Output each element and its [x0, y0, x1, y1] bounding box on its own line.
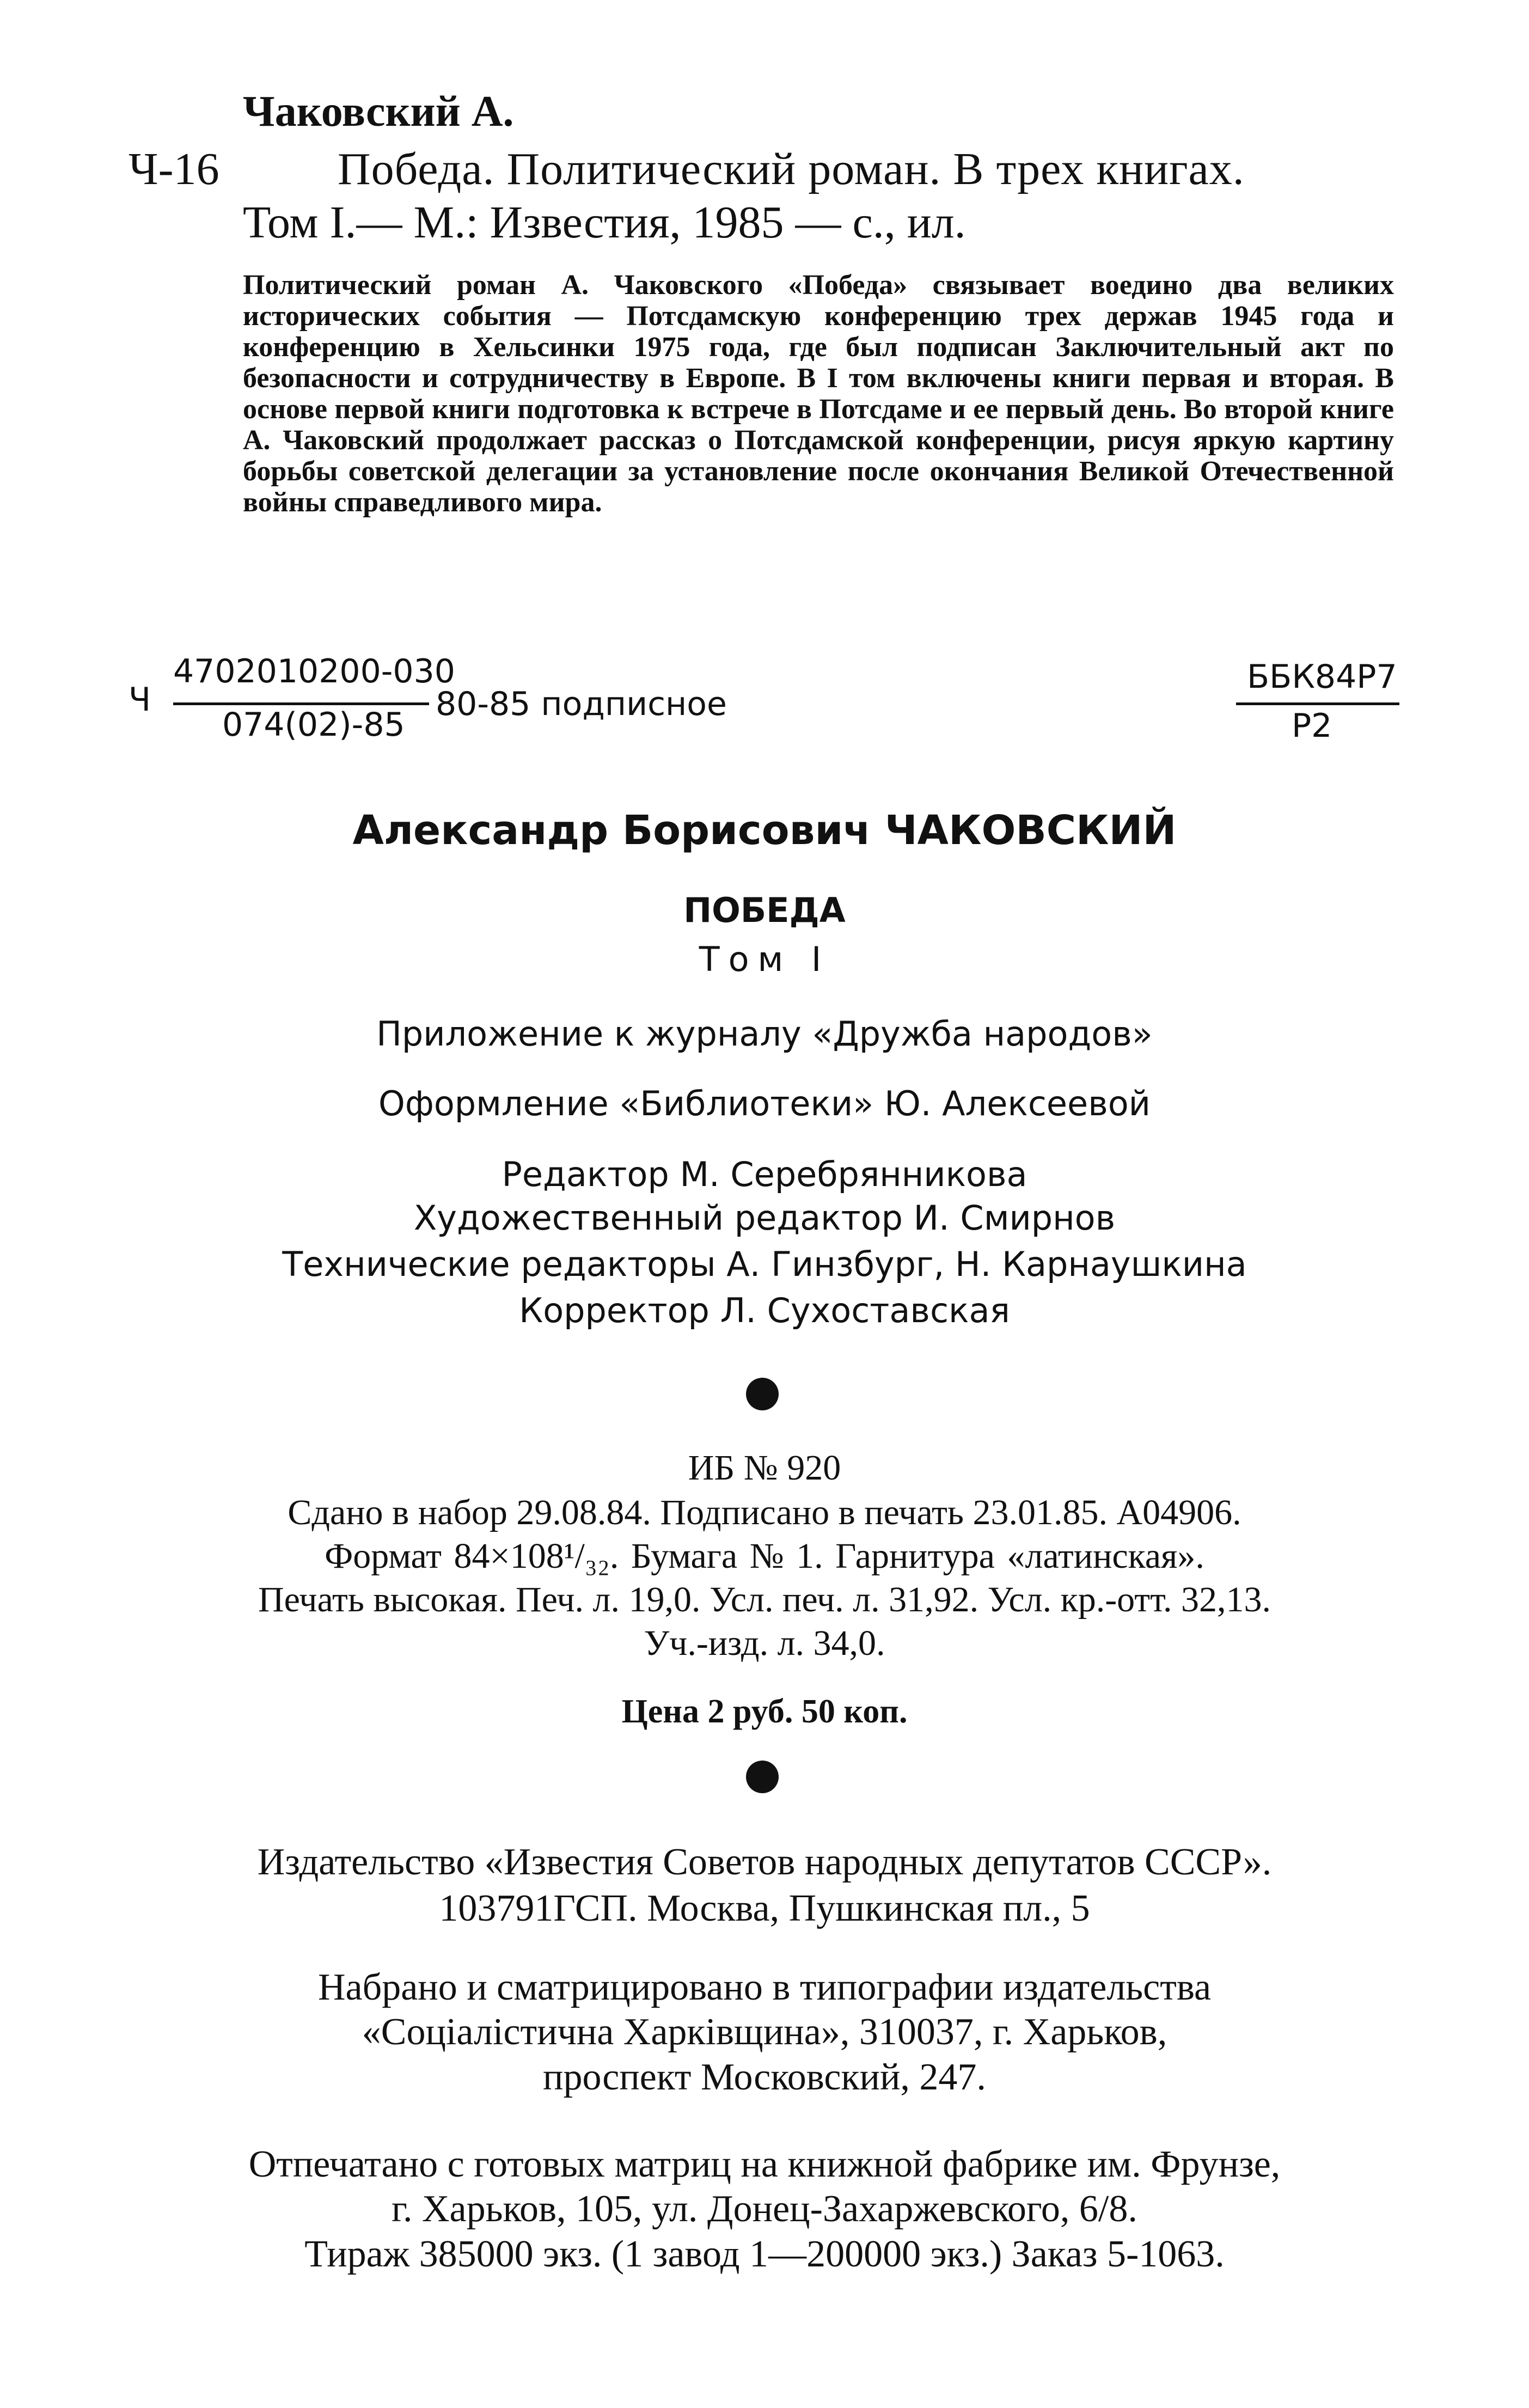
printing-run-line: Тираж 385000 экз. (1 завод 1—200000 экз.) Заказ 5-1063. — [304, 2233, 1225, 2275]
full-author-name: Александр Борисович ЧАКОВСКИЙ — [352, 807, 1177, 854]
volume-label: Том I — [699, 939, 830, 979]
typesetting-line: проспект Московский, 247. — [543, 2056, 986, 2098]
bbk-code-top: ББК84Р7 — [1247, 658, 1397, 696]
catalog-title: Победа. Политический роман. В трех книгах. — [338, 144, 1245, 194]
catalog-author: Чаковский А. — [243, 88, 514, 136]
typesetting-line: Набрано и сматрицировано в типографии издательства — [317, 1966, 1212, 2008]
separator-dot-icon — [746, 1761, 779, 1793]
classification-fraction-rule — [173, 702, 429, 705]
catalog-class-code: Ч-16 — [129, 144, 219, 194]
design-credit: Оформление «Библиотеки» Ю. Алексеевой — [378, 1084, 1151, 1123]
annotation-paragraph: Политический роман А. Чаковского «Победа» связывает воедино два великих исторических события — Потсдамскую конференцию трех держав 1945 года и конференцию в Хельсинки 1975 года, где был подписан Заключительный акт по безопасности и сотрудничеству в Европе. В I том включены книги первая и вторая. В основе первой книги подготовка к встрече в Потсдаме и ее первый день. Во второй книге А. Чаковский продолжает рассказ о Потсдамской конференции, рисуя яркую картину борьбы советской делегации за установление после окончания Великой Отечественной войны справедливого мира. — [243, 270, 1394, 518]
production-edition-units: Уч.-изд. л. 34,0. — [644, 1623, 885, 1663]
typesetting-line: «Соціалістична Харківщина», 310037, г. Харьков, — [362, 2011, 1167, 2053]
bbk-fraction-rule — [1236, 702, 1399, 705]
ib-number: ИБ № 920 — [688, 1448, 841, 1488]
printing-line: г. Харьков, 105, ул. Донец-Захаржевского, 6/8. — [392, 2188, 1137, 2230]
editor-credit: Редактор М. Серебрянникова — [501, 1154, 1028, 1194]
price-label: Цена 2 руб. 50 коп. — [621, 1693, 908, 1730]
production-dates: Сдано в набор 29.08.84. Подписано в печать 23.01.85. А04906. — [288, 1493, 1241, 1532]
publisher-name: Издательство «Известия Советов народных депутатов СССР». — [257, 1841, 1272, 1883]
book-title: ПОБЕДА — [683, 890, 846, 930]
catalog-volume-info: Том I.— М.: Известия, 1985 — с., ил. — [243, 197, 966, 248]
proofreader-credit: Корректор Л. Сухоставская — [519, 1291, 1010, 1330]
publisher-address: 103791ГСП. Москва, Пушкинская пл., 5 — [439, 1887, 1090, 1929]
separator-dot-icon — [746, 1378, 779, 1410]
technical-editors-credit: Технические редакторы А. Гинзбург, Н. Карнаушкина — [282, 1244, 1247, 1284]
printing-line: Отпечатано с готовых матриц на книжной фабрике им. Фрунзе, — [248, 2143, 1281, 2185]
production-print-specs: Печать высокая. Печ. л. 19,0. Усл. печ. л. 31,92. Усл. кр.-отт. 32,13. — [258, 1580, 1271, 1619]
bbk-code-bottom: Р2 — [1292, 707, 1332, 745]
production-format: Формат 84×108¹/₃₂. Бумага № 1. Гарнитура «латинская». — [325, 1536, 1204, 1576]
art-editor-credit: Художественный редактор И. Смирнов — [413, 1198, 1116, 1238]
classification-prefix: Ч — [129, 681, 151, 719]
classification-denominator: 074(02)-85 — [222, 706, 405, 744]
classification-numerator: 4702010200-030 — [173, 652, 455, 690]
supplement-note: Приложение к журналу «Дружба народов» — [376, 1014, 1153, 1054]
classification-suffix: 80-85 подписное — [436, 685, 727, 723]
